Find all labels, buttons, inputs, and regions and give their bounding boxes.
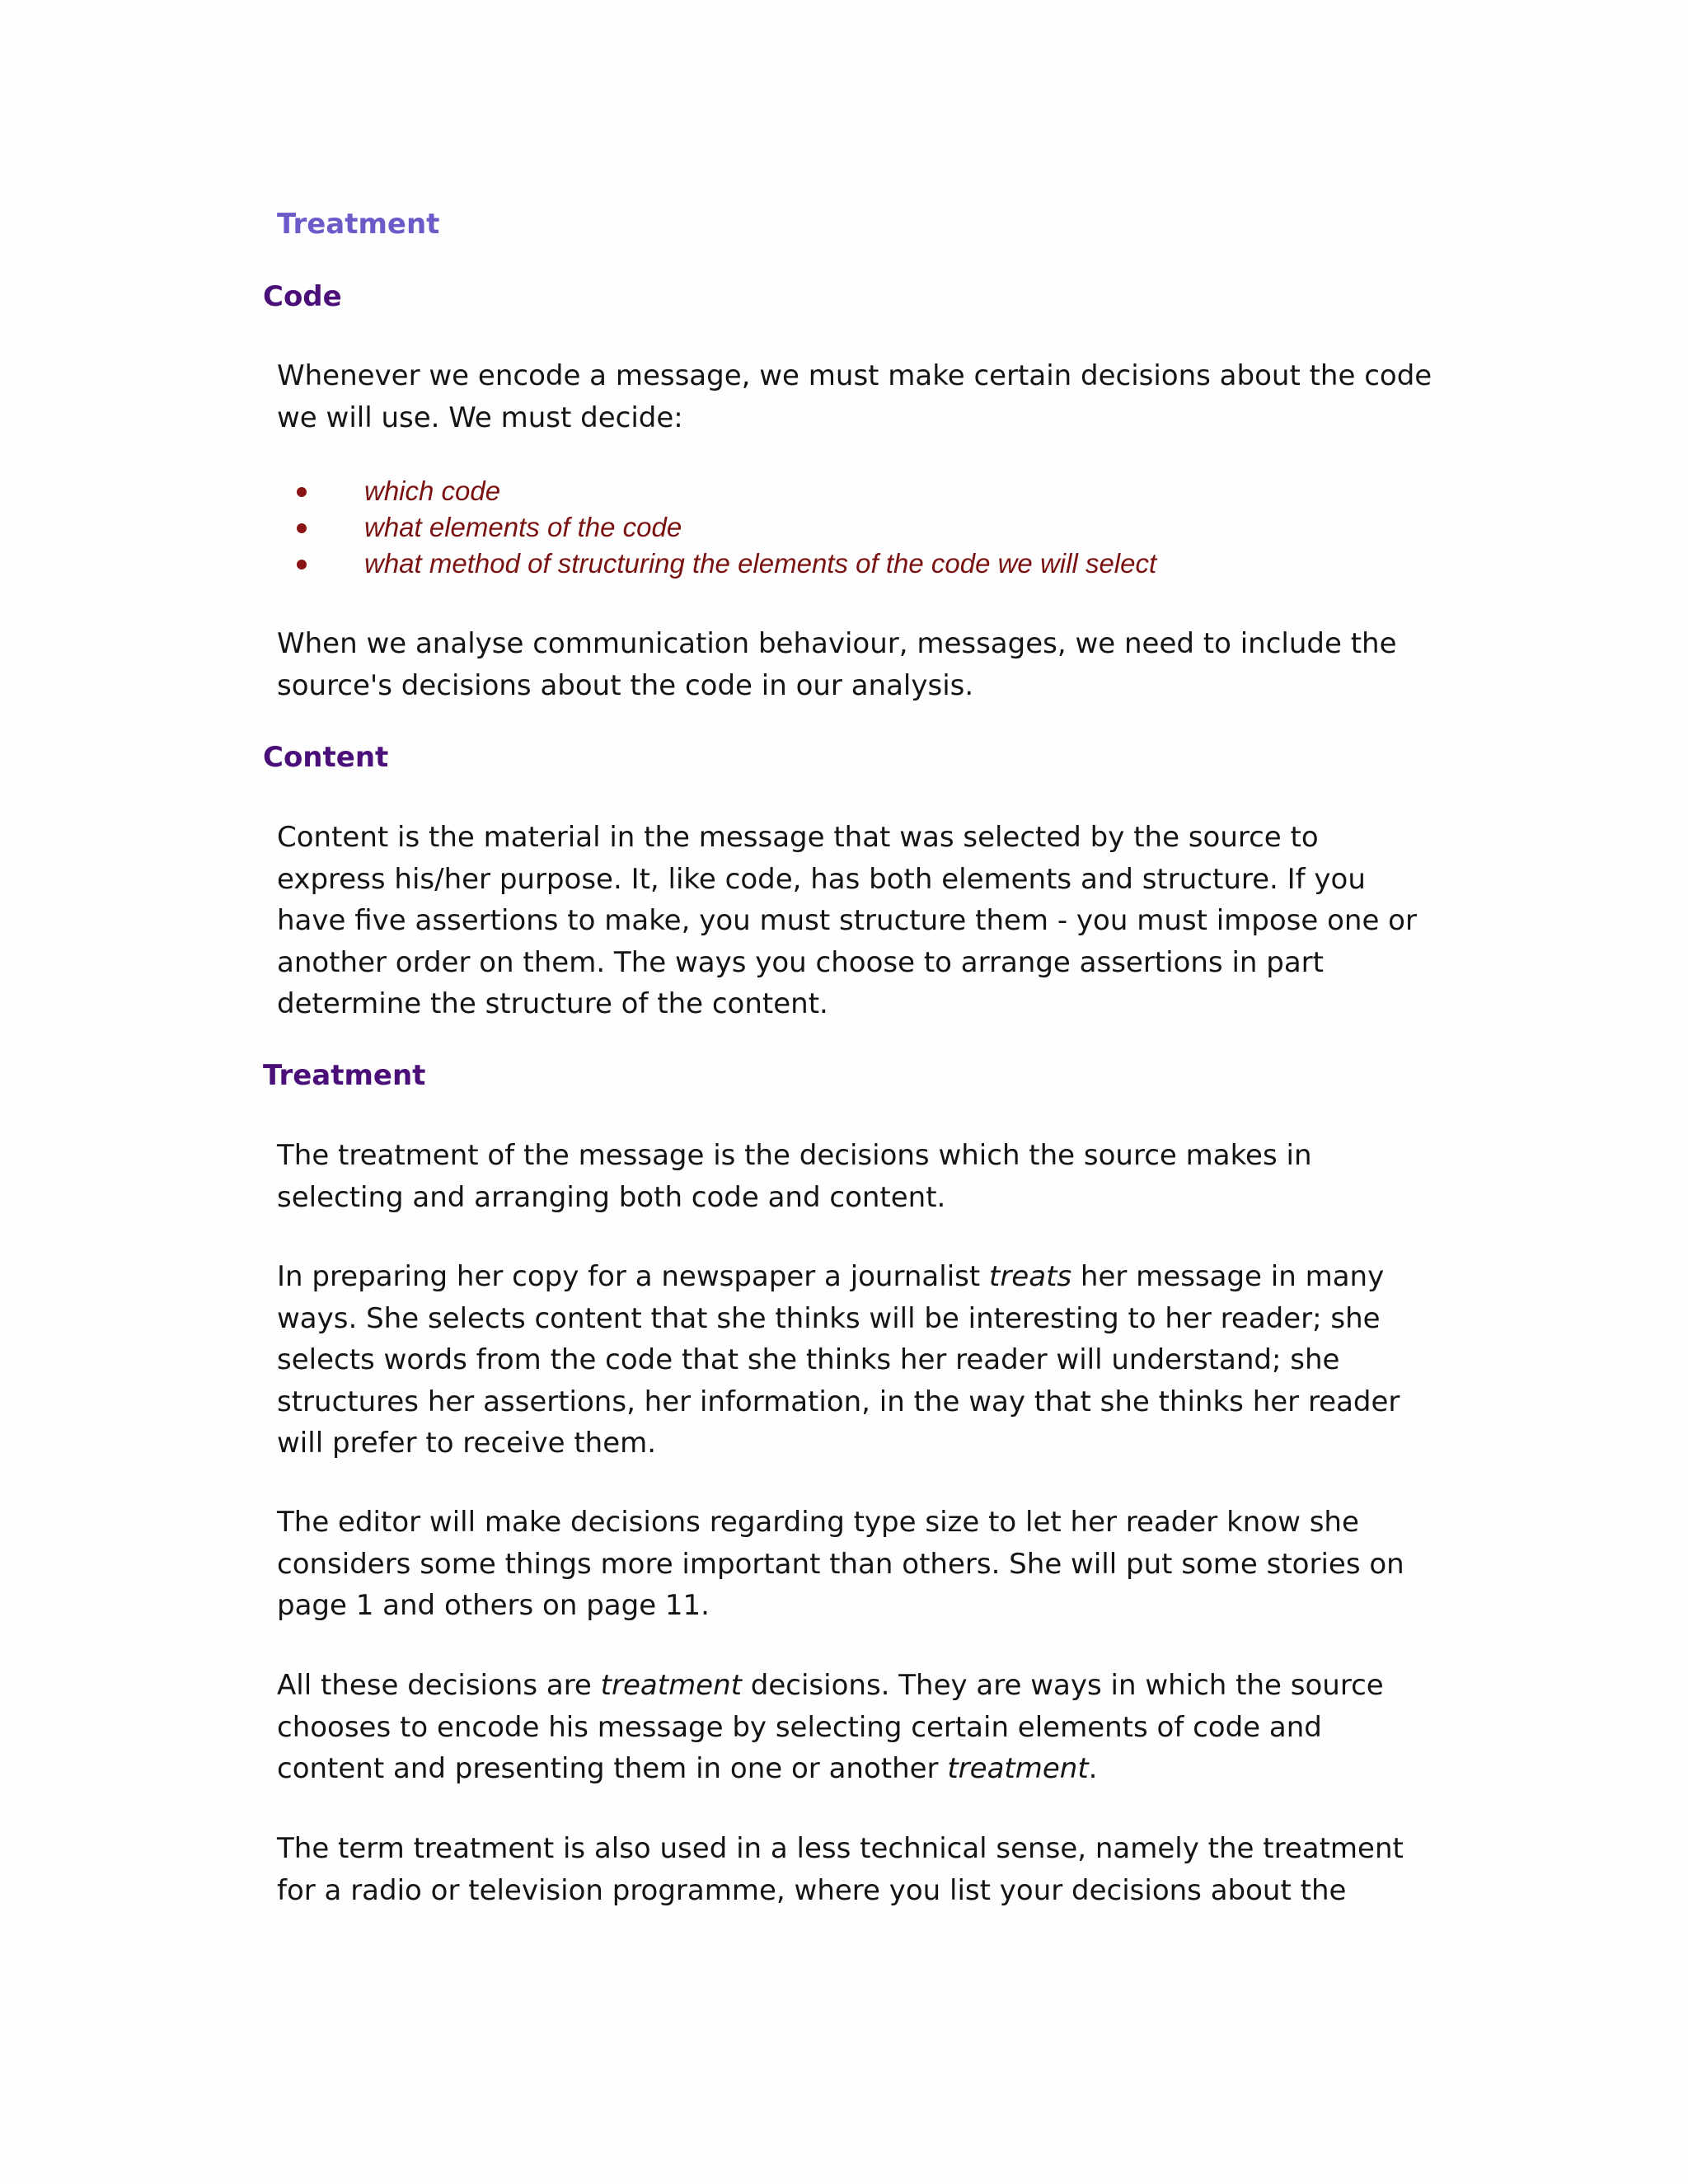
bullet-icon (297, 487, 307, 497)
text-line: determine the structure of the content. (277, 987, 828, 1020)
text-run: All these decisions are (277, 1669, 601, 1702)
text-line: selects words from the code that she thinks her reader will understand; she (277, 1343, 1340, 1376)
list-item-text: which code (364, 476, 501, 506)
text-line: When we analyse communication behaviour, messages, we need to include the (277, 627, 1397, 660)
treatment-paragraph-5 (277, 1828, 1447, 1911)
text-line: we will use. We must decide: (277, 401, 683, 434)
list-item-text: what elements of the code (364, 512, 682, 542)
treatment-paragraph-2 (277, 1256, 1447, 1465)
text-line (277, 1665, 1447, 1707)
text-line: for a radio or television programme, where you list your decisions about the (277, 1873, 1347, 1907)
text-line: have five assertions to make, you must structure them - you must impose one or (277, 904, 1417, 937)
bullet-icon (297, 523, 307, 533)
code-intro-paragraph (277, 355, 1447, 438)
code-outro-paragraph (277, 623, 1447, 706)
text-line: Content is the material in the message that was selected by the source to (277, 821, 1319, 854)
text-line: express his/her purpose. It, like code, has both elements and structure. If you (277, 862, 1366, 896)
text-line: source's decisions about the code in our analysis. (277, 668, 974, 702)
text-run: In preparing her copy for a newspaper a journalist (277, 1260, 989, 1293)
text-run: . (1088, 1752, 1098, 1785)
heading-content: Content (263, 741, 389, 774)
content-paragraph (277, 817, 1447, 1025)
emphasis-text: treats (989, 1260, 1072, 1293)
treatment-paragraph-4 (277, 1665, 1447, 1790)
text-line: structures her assertions, her information, in the way that she thinks her reader (277, 1385, 1400, 1418)
text-line: selecting and arranging both code and content. (277, 1180, 946, 1214)
text-line: Whenever we encode a message, we must make certain decisions about the code (277, 359, 1432, 392)
text-run: her message in many (1071, 1260, 1385, 1293)
text-line: The editor will make decisions regarding type size to let her reader know she (277, 1506, 1359, 1539)
emphasis-text: treatment (600, 1669, 742, 1702)
emphasis-text: treatment (947, 1752, 1089, 1785)
text-line: ways. She selects content that she thinks will be interesting to her reader; she (277, 1301, 1381, 1335)
text-line (277, 1256, 1447, 1298)
text-line: page 1 and others on page 11. (277, 1589, 710, 1622)
text-line: considers some things more important than others. She will put some stories on (277, 1547, 1404, 1581)
text-line: another order on them. The ways you choose to arrange assertions in part (277, 945, 1324, 979)
treatment-paragraph-1 (277, 1135, 1447, 1218)
heading-treatment: Treatment (263, 1059, 426, 1092)
text-run: decisions. They are ways in which the source (741, 1669, 1384, 1702)
text-line: chooses to encode his message by selecting certain elements of code and (277, 1710, 1322, 1744)
text-line: The term treatment is also used in a less technical sense, namely the treatment (277, 1832, 1404, 1865)
heading-code: Code (263, 280, 342, 313)
text-line: will prefer to receive them. (277, 1427, 657, 1460)
text-line: The treatment of the message is the decisions which the source makes in (277, 1139, 1312, 1172)
bullet-icon (297, 560, 307, 569)
treatment-paragraph-3 (277, 1502, 1447, 1627)
list-item-text: what method of structuring the elements of the code we will select (364, 548, 1157, 579)
text-run: content and presenting them in one or another (277, 1752, 948, 1785)
page-title: Treatment (277, 208, 440, 241)
text-line (277, 1748, 1447, 1790)
